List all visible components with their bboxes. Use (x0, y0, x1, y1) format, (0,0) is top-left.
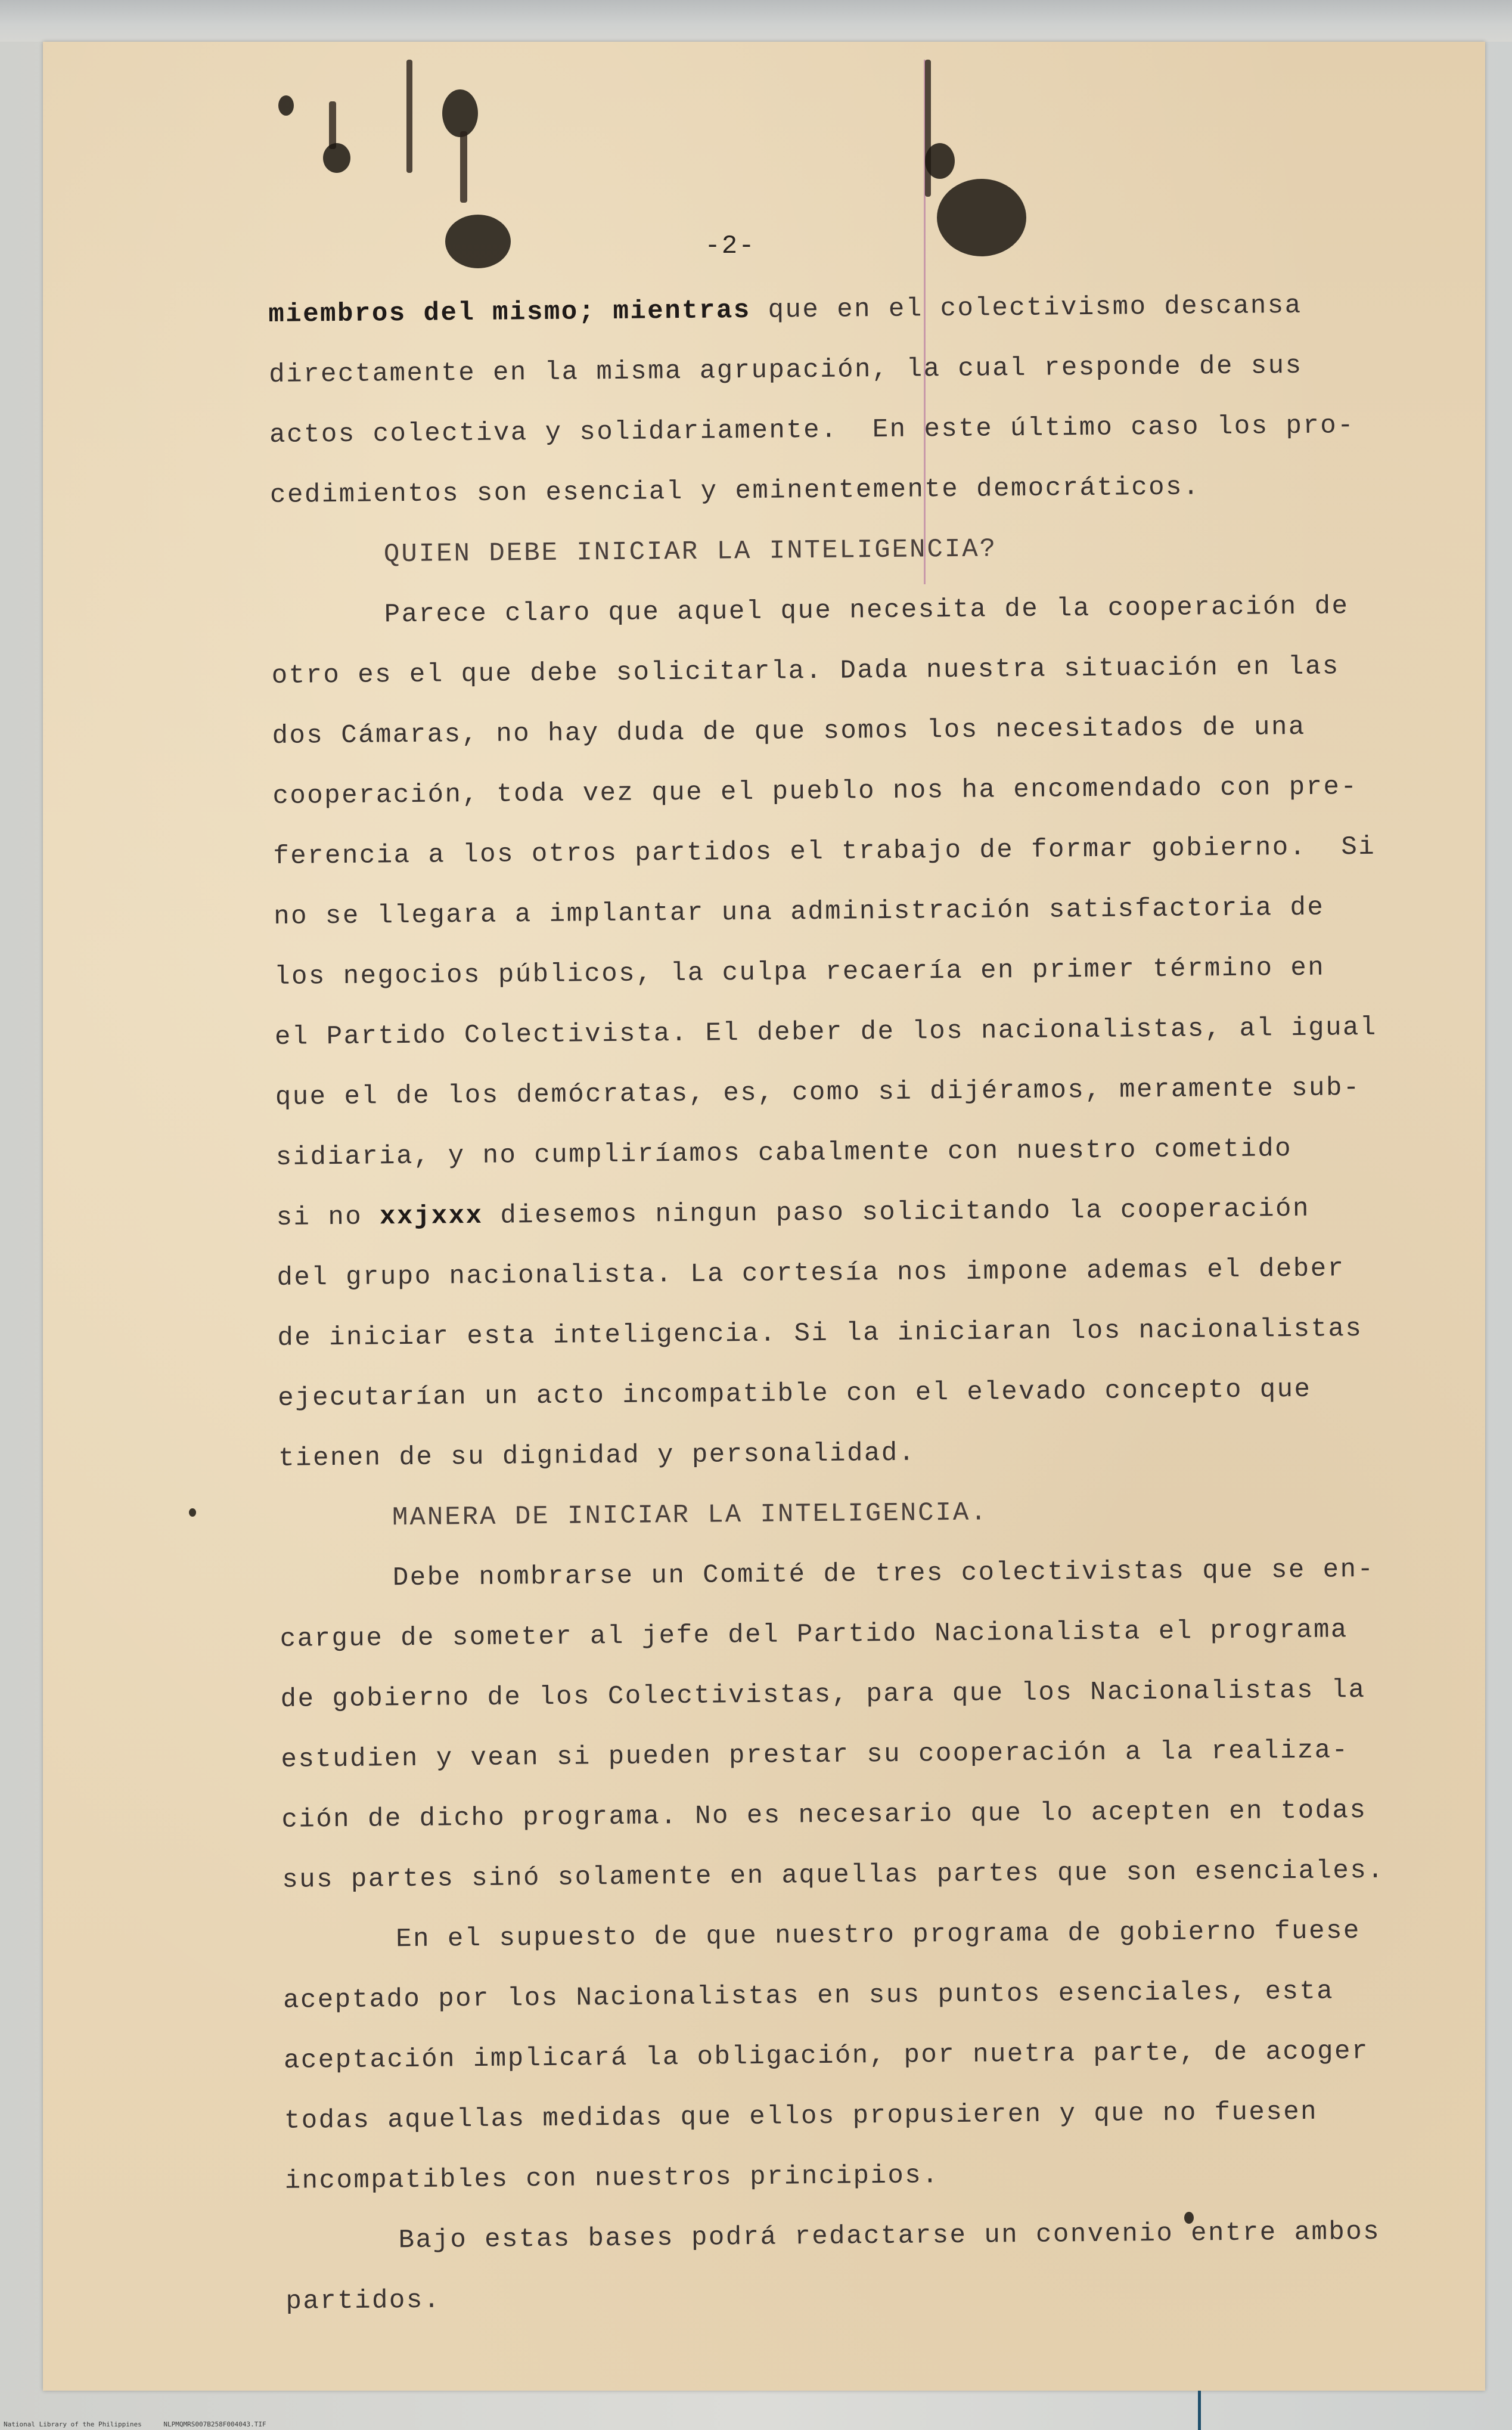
text-line: otro es el que debe solicitarla. Dada nuestra situación en las (271, 652, 1340, 691)
text-line: cooperación, toda vez que el pueblo nos ha encomendado con pre- (272, 772, 1358, 811)
text-line: que el de los demócratas, es, como si dijéramos, meramente sub- (275, 1073, 1361, 1112)
ink-drip (460, 131, 467, 203)
text-line: partidos. (285, 2285, 441, 2317)
text-line: ferencia a los otros partidos el trabajo de formar gobierno. Si (273, 832, 1376, 872)
text-line: estudien y vean si pueden prestar su cooperación a la realiza- (281, 1735, 1349, 1775)
text-line: tienen de su dignidad y personalidad. (278, 1438, 916, 1474)
footer-library: National Library of the Philippines (4, 2420, 142, 2428)
text-line (268, 275, 1437, 345)
text-line: de gobierno de los Colectivistas, para que los Nacionalistas la (280, 1675, 1366, 1715)
ink-drip (925, 60, 931, 197)
footer-file-id: NLPMQMRS007B258F004043.TIF (163, 2420, 266, 2428)
text-line: sidiaria, y no cumpliríamos cabalmente con nuestro cometido (275, 1134, 1293, 1173)
section-heading: MANERA DE INICIAR LA INTELIGENCIA. (392, 1498, 988, 1533)
ink-blot (937, 179, 1026, 256)
text-line: cedimientos son esencial y eminentemente democráticos. (269, 472, 1201, 510)
text-segment: miembros del mismo; (268, 296, 613, 330)
text-line: todas aquellas medidas que ellos propusieren y que no fuesen (284, 2097, 1318, 2136)
ink-blot (323, 143, 350, 173)
text-line: ejecutarían un acto incompatible con el elevado concepto que (278, 1374, 1312, 1414)
text-line: aceptación implicará la obligación, por nuetra parte, de acoger (283, 2036, 1370, 2076)
ink-blot (278, 95, 294, 116)
typed-letter-body (268, 275, 1454, 2332)
text-line: Parece claro que aquel que necesita de la cooperación de (384, 591, 1349, 630)
text-line: directamente en la misma agrupación, la cual responde de sus (269, 351, 1303, 390)
ink-drip (329, 101, 336, 149)
section-heading: QUIEN DEBE INICIAR LA INTELIGENCIA? (383, 534, 998, 570)
text-line: los negocios públicos, la culpa recaería en primer término en (274, 953, 1325, 992)
text-segment: si no (276, 1202, 380, 1233)
text-segment: que en el colectivismo descansa (750, 290, 1302, 326)
text-line: actos colectiva y solidariamente. En este último caso los pro- (269, 411, 1355, 450)
text-line: Bajo estas bases podrá redactarse un convenio entre ambos (398, 2217, 1381, 2256)
text-line: de iniciar esta inteligencia. Si la iniciaran los nacionalistas (277, 1314, 1363, 1353)
ink-blot (442, 89, 478, 137)
scan-edge-mark (1198, 2391, 1201, 2430)
text-line: aceptado por los Nacionalistas en sus puntos esenciales, esta (282, 1976, 1334, 2016)
text-line (276, 1178, 1445, 1248)
text-line: incompatibles con nuestros principios. (284, 2161, 940, 2196)
struck-out-text: xxjxxx (379, 1201, 483, 1232)
page-number: -2- (704, 231, 756, 261)
scan-top-edge (0, 0, 1512, 42)
text-line: En el supuesto de que nuestro programa de gobierno fuese (396, 1916, 1361, 1955)
text-line: del grupo nacionalista. La cortesía nos impone ademas el deber (277, 1254, 1345, 1293)
text-line: cargue de someter al jefe del Partido Nacionalista el programa (280, 1615, 1349, 1654)
text-line: ción de dicho programa. No es necesario que lo acepten en todas (281, 1796, 1367, 1835)
ink-blot (925, 143, 955, 179)
ink-blot (445, 215, 511, 268)
ink-drip (406, 60, 412, 173)
ink-speck (189, 1508, 196, 1517)
text-segment: diesemos ningun paso solicitando la cooperación (483, 1194, 1311, 1231)
text-line: dos Cámaras, no hay duda de que somos los necesitados de una (272, 712, 1306, 751)
text-line: no se llegara a implantar una administración satisfactoria de (274, 892, 1325, 932)
text-line: Debe nombrarse un Comité de tres colectivistas que se en- (392, 1554, 1375, 1594)
scan-footer (4, 2420, 266, 2428)
text-line: sus partes sinó solamente en aquellas partes que son esenciales. (282, 1855, 1385, 1895)
text-line: el Partido Colectivista. El deber de los nacionalistas, al igual (274, 1012, 1378, 1052)
text-segment-bold: mientras (613, 295, 751, 327)
